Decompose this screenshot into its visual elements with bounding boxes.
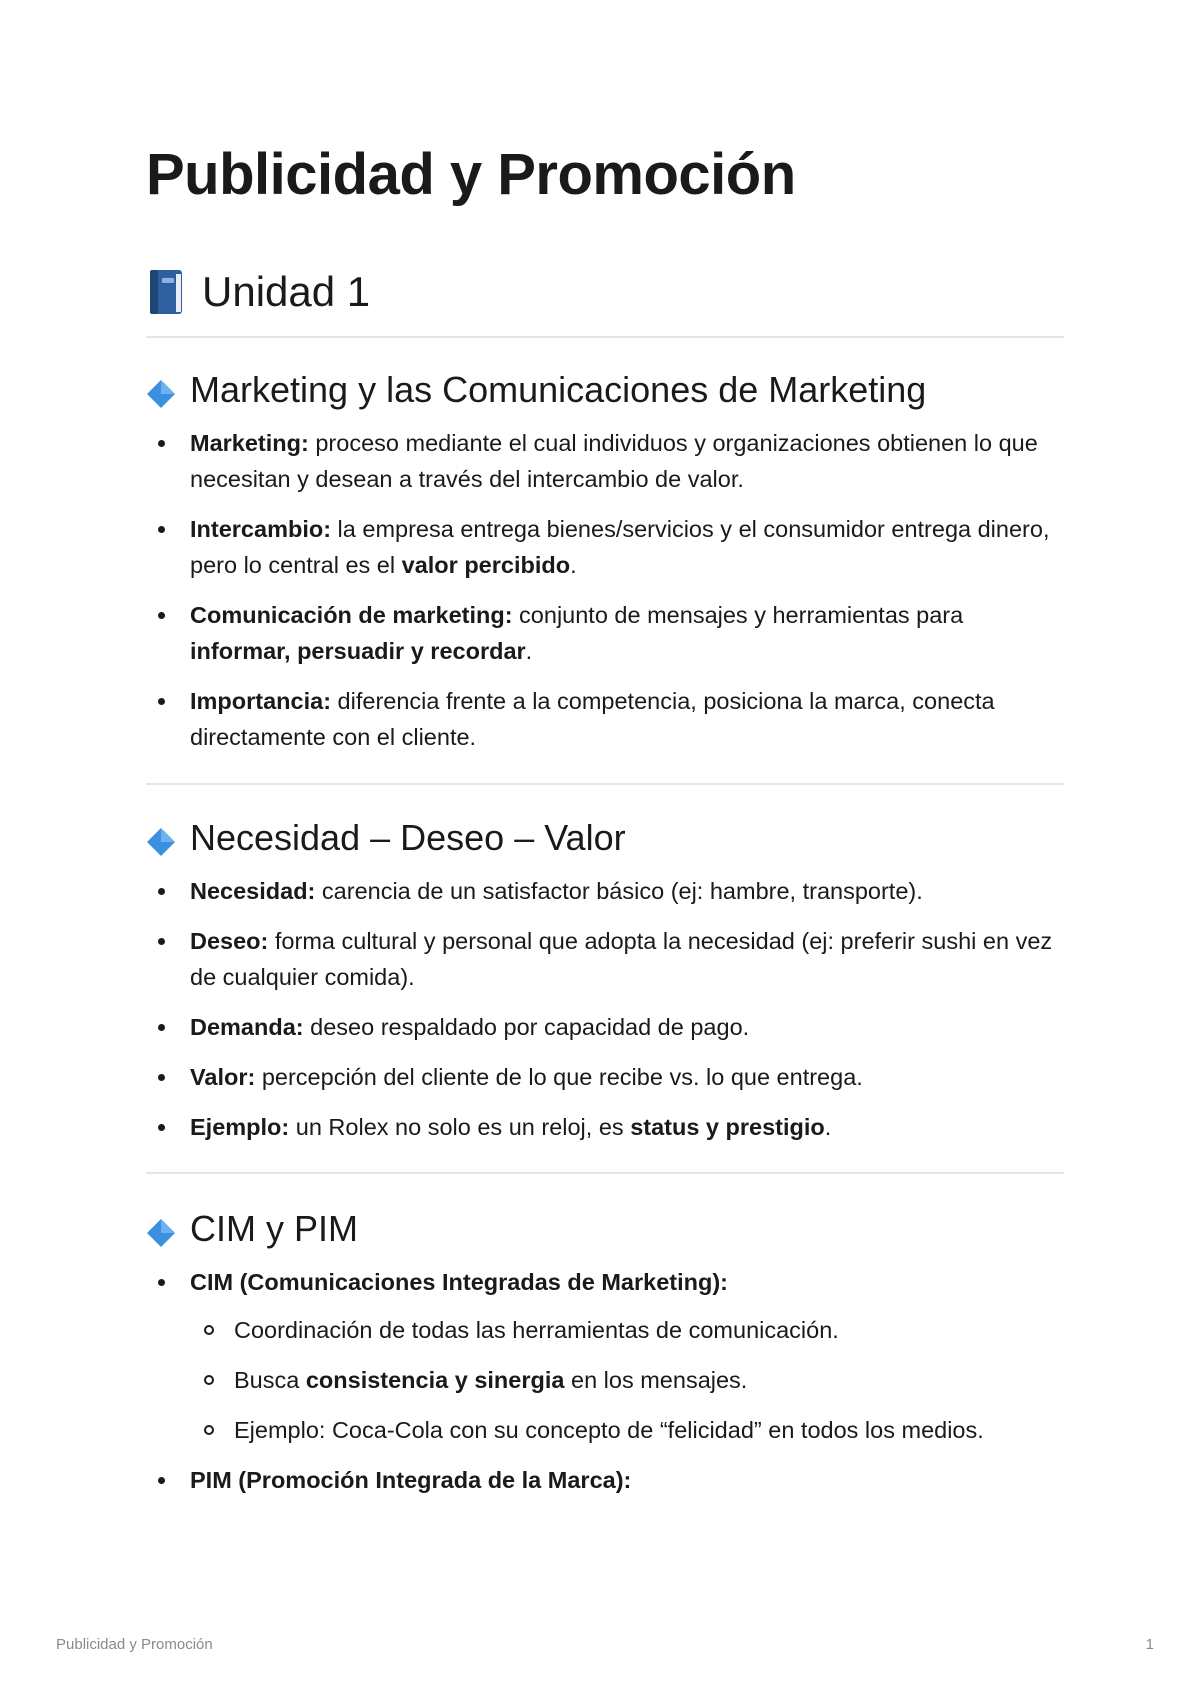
list-item: Marketing: proceso mediante el cual individuos y organizaciones obtienen lo que necesitan y desean a través del intercambio de valor. (146, 425, 1064, 497)
list-item: Deseo: forma cultural y personal que adopta la necesidad (ej: preferir sushi en vez de cualquier comida). (146, 923, 1064, 995)
list-item: Demanda: deseo respaldado por capacidad de pago. (146, 1009, 1064, 1045)
blue-diamond-icon (146, 1214, 176, 1244)
sub-list (190, 1312, 1064, 1448)
list-item: Necesidad: carencia de un satisfactor básico (ej: hambre, transporte). (146, 873, 1064, 909)
blue-book-icon (146, 268, 186, 316)
footer-page-number: 1 (1145, 1636, 1154, 1653)
blue-diamond-icon (146, 823, 176, 853)
sub-list-item: Coordinación de todas las herramientas de comunicación. (190, 1312, 1064, 1348)
list-item: Valor: percepción del cliente de lo que recibe vs. lo que entrega. (146, 1059, 1064, 1095)
blue-diamond-icon (146, 375, 176, 405)
document-title: Publicidad y Promoción (146, 142, 796, 207)
footer-document-title: Publicidad y Promoción (56, 1636, 213, 1653)
unit-title: Unidad 1 (202, 268, 371, 315)
section-heading: Necesidad – Deseo – Valor (146, 816, 1064, 859)
list-item: Importancia: diferencia frente a la competencia, posiciona la marca, conecta directamente con el cliente. (146, 683, 1064, 755)
sub-list-item: Ejemplo: Coca-Cola con su concepto de “felicidad” en todos los medios. (190, 1412, 1064, 1448)
bullet-list (146, 425, 1064, 755)
list-item: Ejemplo: un Rolex no solo es un reloj, es status y prestigio. (146, 1109, 1064, 1145)
bullet-list (146, 873, 1064, 1145)
section-marketing (146, 368, 1064, 769)
list-item: Comunicación de marketing: conjunto de mensajes y herramientas para informar, persuadir y recordar. (146, 597, 1064, 669)
sub-list-item: Busca consistencia y sinergia en los mensajes. (190, 1362, 1064, 1398)
list-item: Intercambio: la empresa entrega bienes/servicios y el consumidor entrega dinero, pero lo central es el valor percibido. (146, 511, 1064, 583)
unit-heading (146, 268, 1064, 316)
unit-header (146, 268, 1064, 338)
list-item: CIM (Comunicaciones Integradas de Marketing): Coordinación de todas las herramientas de comunicación. Busca consistencia y sinergia en los mensajes. Ejemplo: Coca-Cola con su concepto de “felicidad” en todos los medios. (146, 1264, 1064, 1448)
section-heading: CIM y PIM (146, 1207, 1064, 1250)
section-necesidad (146, 816, 1064, 1159)
section-heading: Marketing y las Comunicaciones de Marketing (146, 368, 1064, 411)
list-item: PIM (Promoción Integrada de la Marca): (146, 1462, 1064, 1498)
section-cim-pim (146, 1207, 1064, 1512)
bullet-list (146, 1264, 1064, 1498)
section-divider (146, 783, 1064, 785)
section-divider (146, 1172, 1064, 1174)
